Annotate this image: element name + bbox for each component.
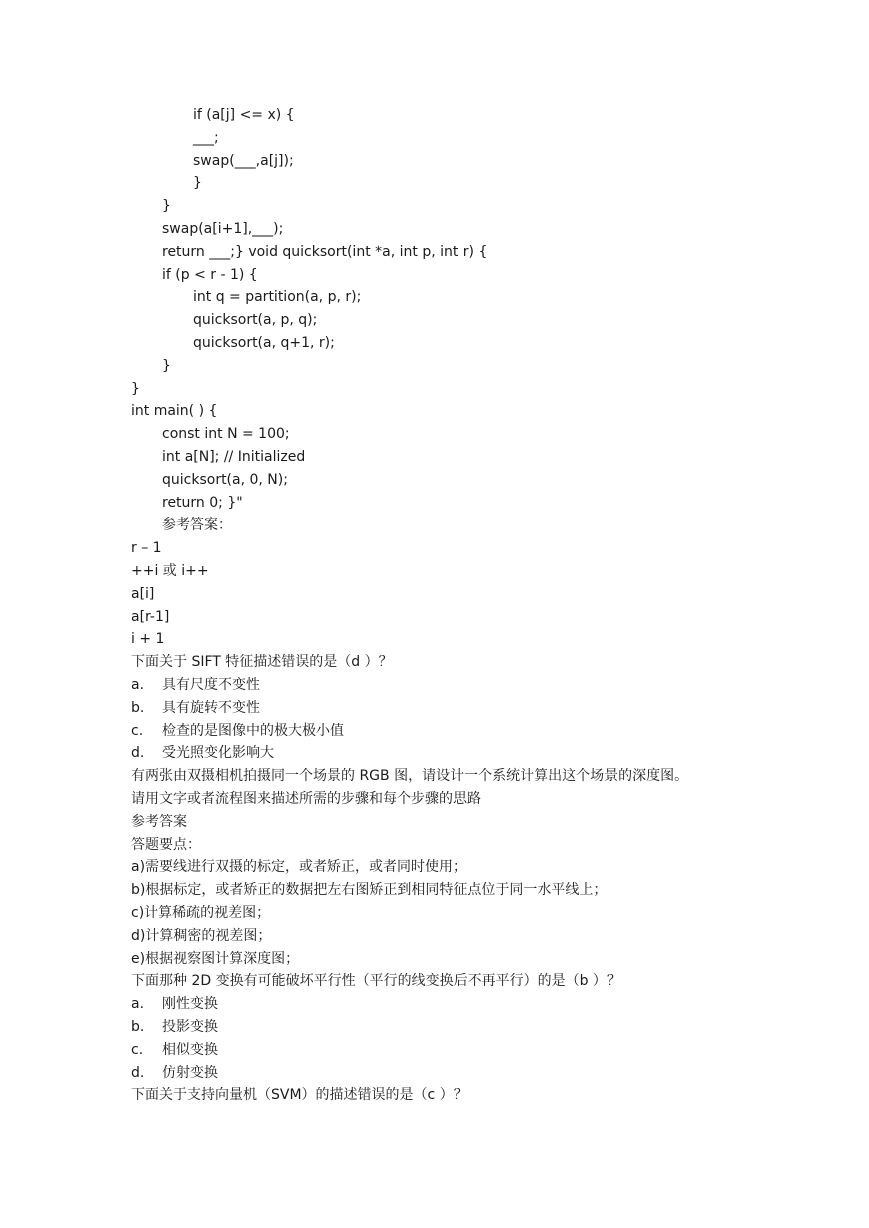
question-svm: 下面关于支持向量机（SVM）的描述错误的是（c ）？ bbox=[131, 1087, 468, 1104]
option-text: 投影变换 bbox=[162, 1019, 218, 1035]
option-text: 具有旋转不变性 bbox=[162, 699, 260, 716]
answer-line: a[r-1] bbox=[131, 608, 170, 625]
option-transform-0 bbox=[131, 993, 218, 1016]
code-line: quicksort(a, q+1, r); bbox=[193, 335, 335, 351]
code-line: int a[N]; // Initialized bbox=[162, 449, 306, 465]
code-line: } bbox=[162, 357, 171, 374]
option-sift-1 bbox=[131, 697, 260, 720]
question-depth-line2: 请用文字或者流程图来描述所需的步骤和每个步骤的思路 bbox=[131, 791, 481, 807]
code-line: const int N = 100; bbox=[162, 426, 290, 443]
answer-point: b)根据标定，或者矫正的数据把左右图矫正到相同特征点位于同一水平线上； bbox=[131, 882, 608, 899]
option-sift-2 bbox=[131, 720, 344, 743]
code-line: quicksort(a, 0, N); bbox=[162, 471, 288, 488]
code-line: swap(a[i+1],___); bbox=[162, 221, 284, 237]
code-line: return ___;} void quicksort(int *a, int p, int r) { bbox=[162, 243, 488, 260]
option-transform-3 bbox=[131, 1062, 218, 1085]
code-line: int main( ) { bbox=[131, 403, 218, 420]
code-line: if (a[j] <= x) { bbox=[193, 107, 295, 123]
code-line: ___; bbox=[193, 129, 219, 146]
code-line: } bbox=[193, 175, 202, 192]
option-text: 检查的是图像中的极大极小值 bbox=[162, 722, 344, 739]
option-letter: b. bbox=[131, 1019, 145, 1035]
code-line: if (p < r - 1) { bbox=[162, 266, 258, 283]
option-letter: c. bbox=[131, 722, 144, 739]
option-letter: a. bbox=[131, 677, 145, 693]
option-letter: d. bbox=[131, 745, 145, 762]
option-letter: a. bbox=[131, 996, 145, 1013]
option-transform-2 bbox=[131, 1039, 218, 1062]
answer-line: r – 1 bbox=[131, 540, 162, 557]
reference-answer-label: 参考答案 bbox=[131, 813, 187, 830]
answer-point: c)计算稀疏的视差图； bbox=[131, 905, 271, 921]
option-text: 具有尺度不变性 bbox=[162, 677, 260, 693]
answer-key-label: 答题要点： bbox=[131, 836, 201, 853]
answer-point: e)根据视察图计算深度图； bbox=[131, 950, 300, 967]
answer-point: a)需要线进行双摄的标定，或者矫正，或者同时使用； bbox=[131, 859, 468, 876]
code-line: swap(___,a[j]); bbox=[193, 152, 294, 169]
code-line: } bbox=[131, 380, 140, 397]
code-line: } bbox=[162, 198, 171, 215]
option-letter: b. bbox=[131, 699, 145, 716]
option-letter: c. bbox=[131, 1041, 144, 1058]
code-line: quicksort(a, p, q); bbox=[193, 312, 318, 329]
option-sift-0 bbox=[131, 674, 260, 697]
answer-point: d)计算稠密的视差图； bbox=[131, 927, 272, 944]
question-sift: 下面关于 SIFT 特征描述错误的是（d ）？ bbox=[131, 654, 393, 671]
option-transform-1 bbox=[131, 1016, 218, 1039]
option-sift-3 bbox=[131, 742, 274, 765]
option-text: 受光照变化影响大 bbox=[162, 745, 274, 762]
answer-line: ++i 或 i++ bbox=[131, 563, 209, 579]
code-line: return 0; }" bbox=[162, 494, 243, 511]
answer-line: a[i] bbox=[131, 585, 155, 602]
option-letter: d. bbox=[131, 1064, 145, 1081]
code-line: int q = partition(a, p, r); bbox=[193, 289, 362, 306]
option-text: 相似变换 bbox=[162, 1041, 218, 1058]
answer-line: i + 1 bbox=[131, 631, 165, 648]
option-text: 仿射变换 bbox=[162, 1064, 218, 1081]
question-depth-line1: 有两张由双摄相机拍摄同一个场景的 RGB 图，请设计一个系统计算出这个场景的深度图。 bbox=[131, 768, 689, 785]
code-line: 参考答案： bbox=[162, 517, 232, 534]
option-text: 刚性变换 bbox=[162, 996, 218, 1013]
question-transform: 下面那种 2D 变换有可能破坏平行性（平行的线变换后不再平行）的是（b ）？ bbox=[131, 973, 621, 990]
